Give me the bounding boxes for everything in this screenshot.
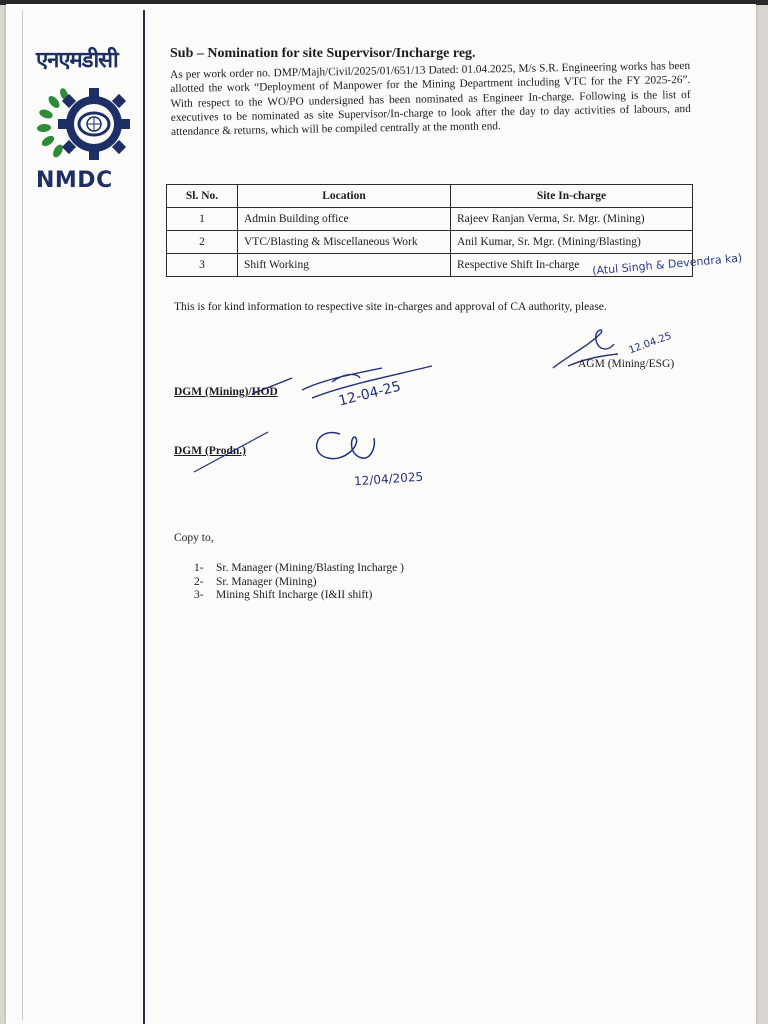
nmdc-logo <box>36 44 140 193</box>
header-location: Location <box>238 185 451 208</box>
handwritten-note: (Atul Singh & Devendra ka) <box>591 251 743 278</box>
letter-subject: Sub – Nomination for site Supervisor/Incharge reg. <box>170 46 476 61</box>
cell-location: VTC/Blasting & Miscellaneous Work <box>238 231 451 254</box>
dgm-mining-signature <box>232 360 442 410</box>
information-line: This is for kind information to respective site in-charges and approval of CA authority, please. <box>174 301 607 313</box>
cell-sl-no: 1 <box>167 208 238 231</box>
list-item-text: Sr. Manager (Mining/Blasting Incharge ) <box>216 562 404 574</box>
letterhead-rule <box>143 10 145 1024</box>
dgm-prodn-signature-date: 12/04/2025 <box>353 469 424 489</box>
dgm-mining-signature-date: 12-04-25 <box>337 378 403 410</box>
cell-site-incharge: Rajeev Ranjan Verma, Sr. Mgr. (Mining) <box>451 208 693 231</box>
list-item-number: 1- <box>194 562 204 574</box>
list-item <box>194 562 404 576</box>
agm-signature-date: 12.04.25 <box>627 330 674 357</box>
cell-sl-no: 2 <box>167 231 238 254</box>
cell-site-incharge: Respective Shift In-charge <box>451 254 693 277</box>
list-item-number: 2- <box>194 575 204 588</box>
cell-site-incharge: Anil Kumar, Sr. Mgr. (Mining/Blasting) <box>451 231 693 254</box>
dgm-prodn-signature <box>190 424 390 478</box>
header-sl-no: Sl. No. <box>167 185 238 208</box>
logo-nmdc-text: NMDC <box>36 168 113 193</box>
table-row <box>167 231 693 254</box>
letter-body: As per work order no. DMP/Majh/Civil/2025/01/651/13 Dated: 01.04.2025, M/s S.R. Engineering works has been allotted the work “Deployment of Manpower for the Mining Department including VTC for the FY 2025-26”. With respect to the WO/PO undersigned has been nominated as Engineer In-charge. Following is the list of executives to be nominated as site Supervisor/In-charge to look after the day to day activities of labours, and attendance & returns, which will be compiled centrally at the month end. <box>170 59 691 139</box>
table-row <box>167 208 693 231</box>
list-item <box>194 576 404 590</box>
logo-hindi-text: एनएमडीसी <box>36 48 118 73</box>
gear-emblem-icon <box>36 80 136 166</box>
agm-designation: AGM (Mining/ESG) <box>578 358 675 370</box>
dgm-mining-designation: DGM (Mining)/HOD <box>174 386 278 398</box>
dgm-prodn-designation: DGM (Prodn.) <box>174 445 246 457</box>
list-item-number: 3- <box>194 589 204 601</box>
table-header-row <box>167 185 693 208</box>
copy-to-label: Copy to, <box>174 532 214 544</box>
page-margin-line <box>22 10 23 1020</box>
list-item-text: Mining Shift Incharge (I&II shift) <box>216 589 373 601</box>
list-item <box>194 589 404 603</box>
header-site-incharge: Site In-charge <box>451 185 693 208</box>
copy-to-list <box>194 562 404 603</box>
list-item-text: Sr. Manager (Mining) <box>216 575 317 588</box>
cell-sl-no: 3 <box>167 254 238 277</box>
cell-location: Shift Working <box>238 254 451 277</box>
cell-location: Admin Building office <box>238 208 451 231</box>
